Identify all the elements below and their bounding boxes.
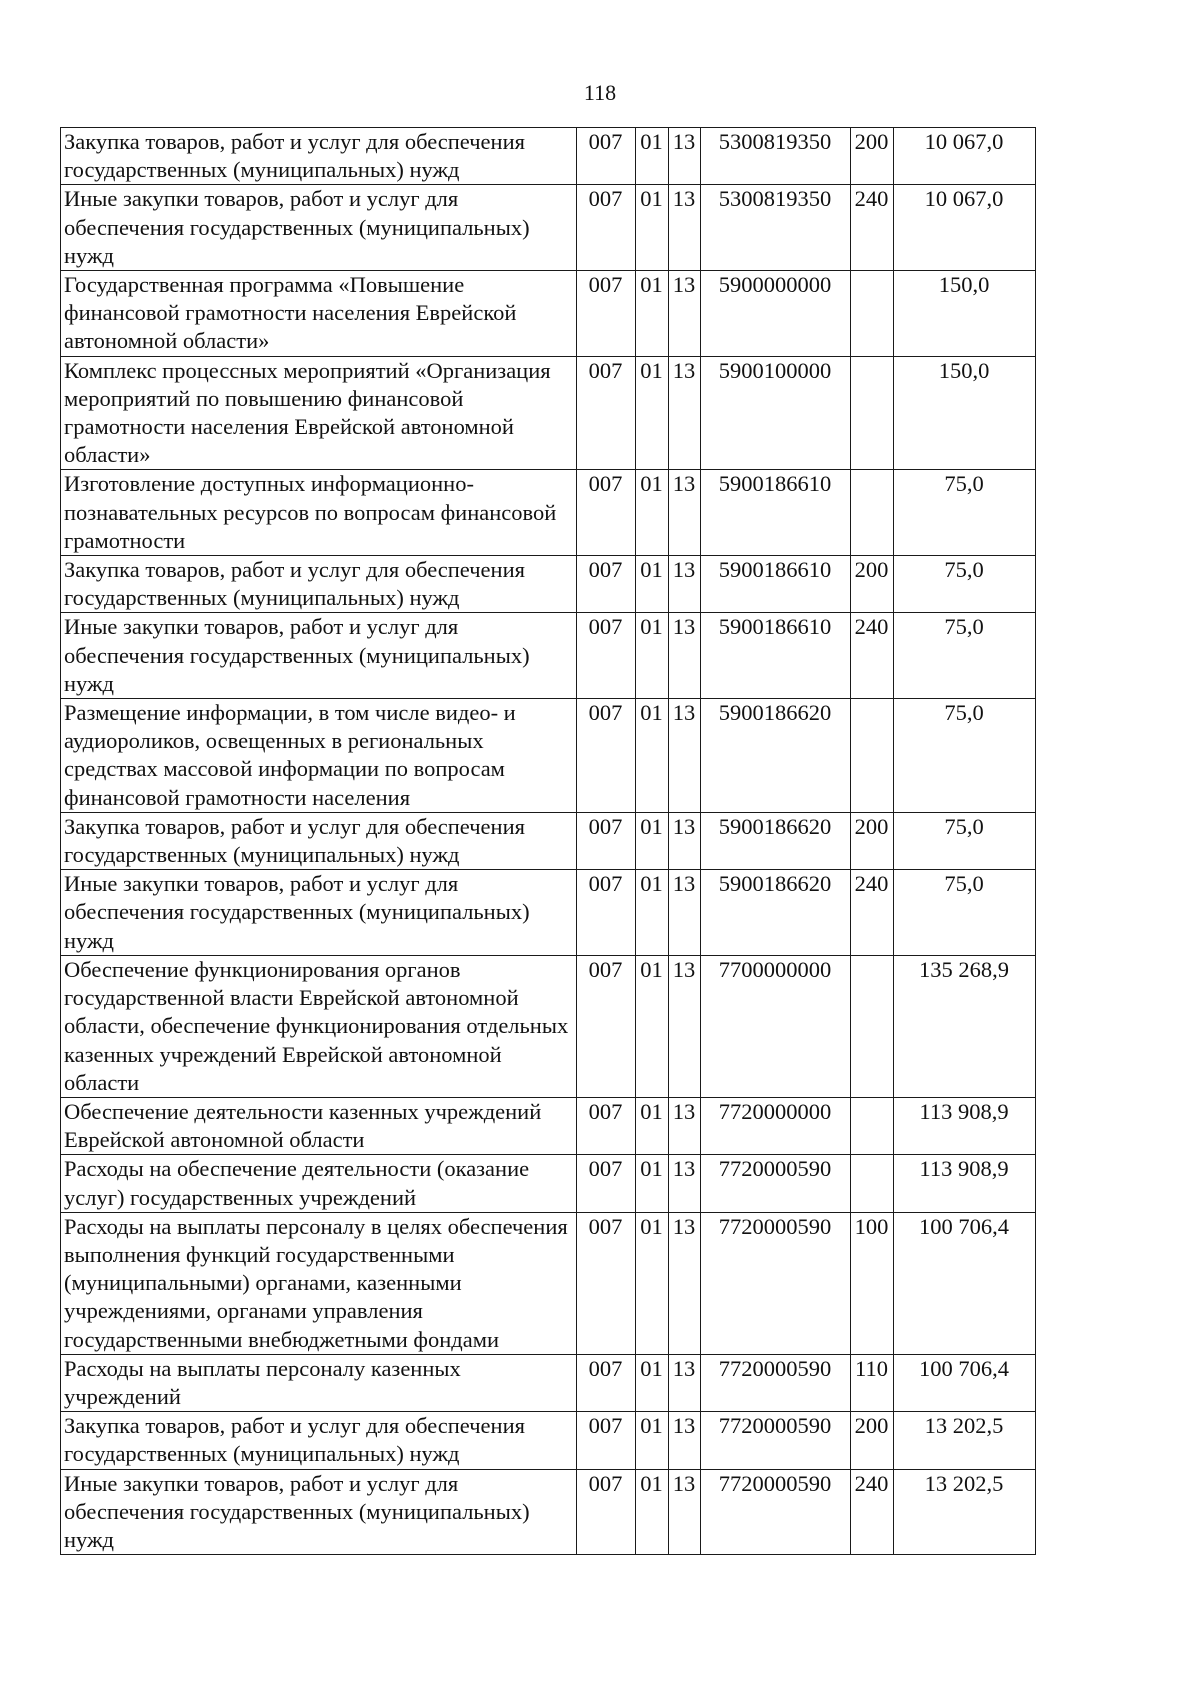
department-code: 007: [577, 613, 636, 699]
target-article-code: 7720000000: [701, 1097, 851, 1154]
department-code: 007: [577, 185, 636, 271]
amount: 75,0: [894, 699, 1036, 813]
section-code: 01: [636, 185, 669, 271]
table-row: [61, 955, 1036, 1097]
target-article-code: 5300819350: [701, 128, 851, 185]
table-row: [61, 556, 1036, 613]
department-code: 007: [577, 1354, 636, 1411]
amount: 135 268,9: [894, 955, 1036, 1097]
target-article-code: 5900186620: [701, 812, 851, 869]
target-article-code: 5900186620: [701, 699, 851, 813]
expense-type-code: [851, 271, 894, 357]
target-article-code: 5900186620: [701, 870, 851, 956]
amount: 13 202,5: [894, 1412, 1036, 1469]
department-code: 007: [577, 271, 636, 357]
expense-type-code: [851, 699, 894, 813]
table-row: [61, 185, 1036, 271]
subsection-code: 13: [669, 556, 701, 613]
expense-item-name: Размещение информации, в том числе видео- и аудиороликов, освещенных в региональных средствах массовой информации по вопросам финансовой грамотности населения: [61, 699, 577, 813]
target-article-code: 7720000590: [701, 1212, 851, 1354]
section-code: 01: [636, 356, 669, 470]
subsection-code: 13: [669, 1212, 701, 1354]
table-row: [61, 1412, 1036, 1469]
expense-item-name: Расходы на выплаты персоналу в целях обеспечения выполнения функций государственными (муниципальными) органами, казенными учреждениями, органами управления государственными внебюджетными фондами: [61, 1212, 577, 1354]
expense-type-code: 200: [851, 1412, 894, 1469]
subsection-code: 13: [669, 1412, 701, 1469]
subsection-code: 13: [669, 870, 701, 956]
budget-table: [60, 127, 1036, 1555]
section-code: 01: [636, 271, 669, 357]
department-code: 007: [577, 870, 636, 956]
expense-item-name: Расходы на обеспечение деятельности (оказание услуг) государственных учреждений: [61, 1155, 577, 1212]
expense-type-code: 240: [851, 870, 894, 956]
expense-type-code: 200: [851, 556, 894, 613]
target-article-code: 5900000000: [701, 271, 851, 357]
table-row: [61, 1354, 1036, 1411]
subsection-code: 13: [669, 1469, 701, 1555]
department-code: 007: [577, 1097, 636, 1154]
section-code: 01: [636, 470, 669, 556]
department-code: 007: [577, 1155, 636, 1212]
section-code: 01: [636, 870, 669, 956]
target-article-code: 7720000590: [701, 1412, 851, 1469]
target-article-code: 7720000590: [701, 1469, 851, 1555]
table-row: [61, 812, 1036, 869]
section-code: 01: [636, 128, 669, 185]
budget-table-body: [61, 128, 1036, 1555]
table-row: [61, 870, 1036, 956]
expense-item-name: Иные закупки товаров, работ и услуг для обеспечения государственных (муниципальных) нужд: [61, 1469, 577, 1555]
department-code: 007: [577, 1412, 636, 1469]
amount: 113 908,9: [894, 1097, 1036, 1154]
subsection-code: 13: [669, 812, 701, 869]
department-code: 007: [577, 556, 636, 613]
target-article-code: 7720000590: [701, 1354, 851, 1411]
amount: 100 706,4: [894, 1212, 1036, 1354]
table-row: [61, 1212, 1036, 1354]
target-article-code: 7720000590: [701, 1155, 851, 1212]
subsection-code: 13: [669, 955, 701, 1097]
amount: 150,0: [894, 356, 1036, 470]
department-code: 007: [577, 1212, 636, 1354]
subsection-code: 13: [669, 185, 701, 271]
target-article-code: 5900186610: [701, 613, 851, 699]
expense-item-name: Иные закупки товаров, работ и услуг для обеспечения государственных (муниципальных) нужд: [61, 870, 577, 956]
section-code: 01: [636, 1354, 669, 1411]
expense-item-name: Обеспечение деятельности казенных учреждений Еврейской автономной области: [61, 1097, 577, 1154]
expense-type-code: [851, 1155, 894, 1212]
table-row: [61, 128, 1036, 185]
department-code: 007: [577, 1469, 636, 1555]
expense-item-name: Изготовление доступных информационно-познавательных ресурсов по вопросам финансовой грамотности: [61, 470, 577, 556]
table-row: [61, 1469, 1036, 1555]
section-code: 01: [636, 812, 669, 869]
expense-type-code: [851, 955, 894, 1097]
department-code: 007: [577, 470, 636, 556]
department-code: 007: [577, 356, 636, 470]
expense-type-code: 110: [851, 1354, 894, 1411]
amount: 75,0: [894, 812, 1036, 869]
table-row: [61, 271, 1036, 357]
expense-item-name: Закупка товаров, работ и услуг для обеспечения государственных (муниципальных) нужд: [61, 556, 577, 613]
subsection-code: 13: [669, 128, 701, 185]
amount: 113 908,9: [894, 1155, 1036, 1212]
section-code: 01: [636, 1097, 669, 1154]
expense-item-name: Государственная программа «Повышение финансовой грамотности населения Еврейской автономной области»: [61, 271, 577, 357]
expense-item-name: Закупка товаров, работ и услуг для обеспечения государственных (муниципальных) нужд: [61, 812, 577, 869]
amount: 10 067,0: [894, 185, 1036, 271]
subsection-code: 13: [669, 356, 701, 470]
department-code: 007: [577, 812, 636, 869]
table-row: [61, 470, 1036, 556]
table-row: [61, 613, 1036, 699]
amount: 75,0: [894, 870, 1036, 956]
section-code: 01: [636, 1469, 669, 1555]
department-code: 007: [577, 955, 636, 1097]
expense-type-code: 100: [851, 1212, 894, 1354]
amount: 75,0: [894, 613, 1036, 699]
subsection-code: 13: [669, 1097, 701, 1154]
expense-item-name: Закупка товаров, работ и услуг для обеспечения государственных (муниципальных) нужд: [61, 1412, 577, 1469]
target-article-code: 5900186610: [701, 556, 851, 613]
section-code: 01: [636, 1155, 669, 1212]
section-code: 01: [636, 613, 669, 699]
expense-type-code: 240: [851, 185, 894, 271]
target-article-code: 5900100000: [701, 356, 851, 470]
expense-item-name: Расходы на выплаты персоналу казенных учреждений: [61, 1354, 577, 1411]
subsection-code: 13: [669, 470, 701, 556]
expense-item-name: Иные закупки товаров, работ и услуг для обеспечения государственных (муниципальных) нужд: [61, 185, 577, 271]
table-row: [61, 356, 1036, 470]
section-code: 01: [636, 556, 669, 613]
amount: 150,0: [894, 271, 1036, 357]
subsection-code: 13: [669, 613, 701, 699]
expense-item-name: Обеспечение функционирования органов государственной власти Еврейской автономной области, обеспечение функционирования отдельных казенных учреждений Еврейской автономной области: [61, 955, 577, 1097]
amount: 13 202,5: [894, 1469, 1036, 1555]
amount: 75,0: [894, 556, 1036, 613]
target-article-code: 5900186610: [701, 470, 851, 556]
section-code: 01: [636, 1212, 669, 1354]
expense-type-code: 240: [851, 613, 894, 699]
section-code: 01: [636, 699, 669, 813]
department-code: 007: [577, 699, 636, 813]
expense-type-code: [851, 1097, 894, 1154]
expense-item-name: Иные закупки товаров, работ и услуг для обеспечения государственных (муниципальных) нужд: [61, 613, 577, 699]
subsection-code: 13: [669, 699, 701, 813]
department-code: 007: [577, 128, 636, 185]
table-row: [61, 699, 1036, 813]
amount: 75,0: [894, 470, 1036, 556]
amount: 10 067,0: [894, 128, 1036, 185]
expense-item-name: Закупка товаров, работ и услуг для обеспечения государственных (муниципальных) нужд: [61, 128, 577, 185]
target-article-code: 7700000000: [701, 955, 851, 1097]
page-number: 118: [583, 80, 617, 105]
table-row: [61, 1097, 1036, 1154]
amount: 100 706,4: [894, 1354, 1036, 1411]
expense-item-name: Комплекс процессных мероприятий «Организация мероприятий по повышению финансовой грамотности населения Еврейской автономной области»: [61, 356, 577, 470]
expense-type-code: [851, 356, 894, 470]
section-code: 01: [636, 955, 669, 1097]
subsection-code: 13: [669, 1155, 701, 1212]
table-row: [61, 1155, 1036, 1212]
expense-type-code: 200: [851, 812, 894, 869]
subsection-code: 13: [669, 271, 701, 357]
expense-type-code: 240: [851, 1469, 894, 1555]
expense-type-code: [851, 470, 894, 556]
subsection-code: 13: [669, 1354, 701, 1411]
target-article-code: 5300819350: [701, 185, 851, 271]
section-code: 01: [636, 1412, 669, 1469]
expense-type-code: 200: [851, 128, 894, 185]
